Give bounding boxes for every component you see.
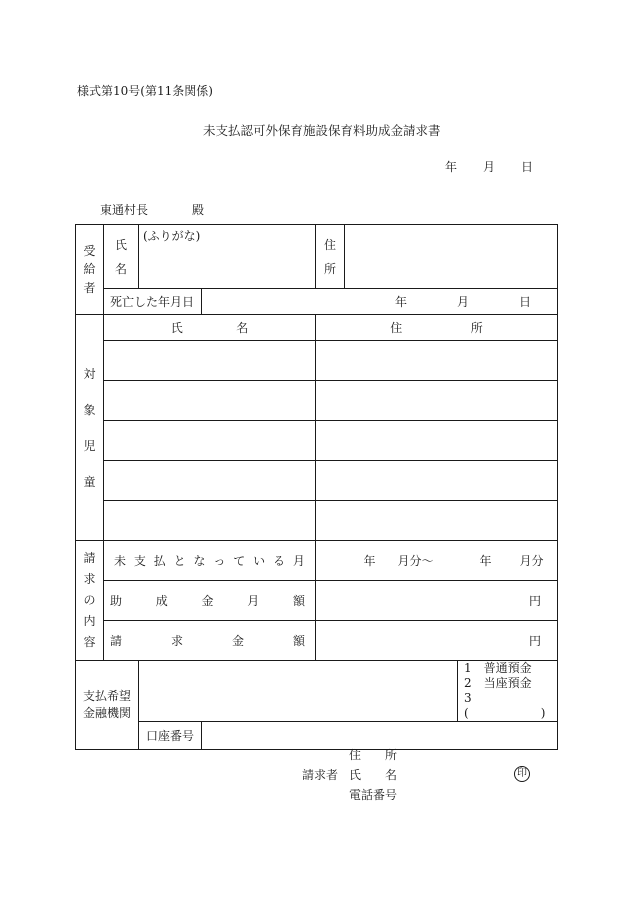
- recipient-section-label: 受 給 者: [76, 225, 104, 315]
- child-row: [76, 341, 558, 381]
- claim-section-label: 請 求 の 内 容: [76, 541, 104, 661]
- claim-amount-label: 請 求 金 額: [104, 621, 316, 661]
- account-number-row: [76, 722, 558, 750]
- child-row: [76, 381, 558, 421]
- children-col-name: 氏 名: [104, 315, 316, 341]
- death-year: 年: [395, 295, 408, 309]
- unpaid-month-row: [76, 541, 558, 581]
- furigana-label: (ふりがな): [143, 229, 201, 243]
- account-type-option[interactable]: 2 当座預金: [464, 676, 532, 690]
- addressee: 東通村長: [100, 203, 149, 217]
- death-date-field[interactable]: [202, 289, 558, 315]
- account-type-option[interactable]: 3 ( ): [464, 691, 546, 720]
- account-number-label: 口座番号: [139, 722, 202, 750]
- form-number: 様式第10号(第11条関係): [77, 84, 213, 98]
- seal-icon: 印: [514, 766, 530, 782]
- honorific: 殿: [192, 203, 205, 217]
- child-name-field[interactable]: [104, 421, 316, 461]
- child-row: [76, 461, 558, 501]
- children-section-label: 対 象 児 童: [76, 315, 104, 541]
- child-name-field[interactable]: [104, 461, 316, 501]
- recipient-address-field[interactable]: [345, 225, 558, 289]
- date-month: 月: [483, 160, 496, 174]
- recipient-address-label: 住 所: [316, 225, 345, 289]
- children-col-address: 住 所: [316, 315, 558, 341]
- child-address-field[interactable]: [316, 461, 558, 501]
- date-day: 日: [521, 160, 534, 174]
- account-type-option[interactable]: 1 普通預金: [464, 661, 532, 675]
- account-type-options: [458, 661, 558, 722]
- child-name-field[interactable]: [104, 381, 316, 421]
- subsidy-row: [76, 581, 558, 621]
- death-month: 月: [457, 295, 470, 309]
- claim-amount-field[interactable]: 円: [316, 621, 558, 661]
- date-line: [445, 161, 533, 173]
- child-name-field[interactable]: [104, 341, 316, 381]
- application-form-table: [75, 224, 558, 750]
- page-title: 未支払認可外保育施設保育料助成金請求書: [203, 123, 441, 138]
- claimant-address-label: 住 所: [349, 748, 398, 762]
- child-address-field[interactable]: [316, 421, 558, 461]
- claim-amount-row: [76, 621, 558, 661]
- claimant-phone-label: 電話番号: [349, 788, 398, 802]
- child-address-field[interactable]: [316, 341, 558, 381]
- addressee-line: [100, 204, 204, 216]
- seal-mark: [514, 765, 530, 782]
- recipient-name-label: 氏 名: [104, 225, 139, 289]
- recipient-row: [76, 225, 558, 289]
- children-header-row: [76, 315, 558, 341]
- child-name-field[interactable]: [104, 501, 316, 541]
- child-address-field[interactable]: [316, 501, 558, 541]
- claimant-name-label: 氏 名: [349, 768, 398, 782]
- death-day: 日: [519, 295, 532, 309]
- child-row: [76, 501, 558, 541]
- child-address-field[interactable]: [316, 381, 558, 421]
- child-row: [76, 421, 558, 461]
- claimant-label: 請求者: [302, 768, 339, 782]
- subsidy-amount-field[interactable]: 円: [316, 581, 558, 621]
- bank-row: [76, 661, 558, 722]
- subsidy-label: 助 成 金 月 額: [104, 581, 316, 621]
- bank-section-label: 支払希望 金融機関: [76, 661, 139, 750]
- unpaid-month-label: 未 支 払 と な っ て い る 月: [104, 541, 316, 581]
- recipient-name-field[interactable]: [139, 225, 316, 289]
- unpaid-period-field[interactable]: 年 月分〜 年 月分: [316, 541, 558, 581]
- date-year: 年: [445, 160, 458, 174]
- death-date-label: 死亡した年月日: [104, 289, 202, 315]
- death-date-row: [76, 289, 558, 315]
- bank-name-field[interactable]: [139, 661, 458, 722]
